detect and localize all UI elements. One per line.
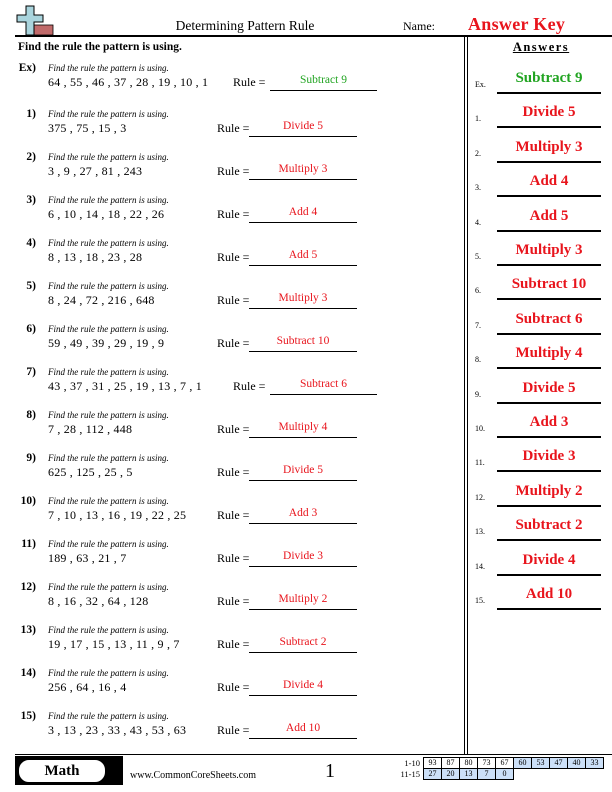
rule-label: Rule = [217,465,250,479]
problem-row [0,323,460,363]
problem-row [0,710,460,750]
rule-answer-field[interactable]: Divide 5 [283,464,323,476]
answer-underline [497,402,601,404]
answer-underline [497,470,601,472]
answer-underline [497,539,601,541]
problem-number: 8) [26,409,36,421]
problem-instruction: Find the rule the pattern is using. [48,195,169,205]
problem-row [0,538,460,578]
answer-underline [249,480,357,481]
page-title: Determining Pattern Rule [175,18,315,33]
problem-row [0,581,460,621]
problem-row [0,237,460,277]
answer-text: Add 3 [529,414,569,430]
score-row-label: 1-10 [404,758,420,768]
rule-label: Rule = [217,336,250,350]
answer-text: Multiply 4 [515,345,583,361]
name-label: Name: [403,19,435,33]
empty-cell [532,769,550,780]
empty-cell [550,769,568,780]
problem-number: 4) [26,237,36,249]
problem-instruction: Find the rule the pattern is using. [48,152,169,162]
footer-divider [15,754,612,755]
pattern-sequence: 3 , 13 , 23 , 33 , 43 , 53 , 63 [48,723,187,737]
rule-label: Rule = [217,594,250,608]
pattern-sequence: 6 , 10 , 14 , 18 , 22 , 26 [48,207,165,221]
answer-underline [497,298,601,300]
answer-text: Multiply 3 [515,139,583,155]
problem-instruction: Find the rule the pattern is using. [48,496,169,506]
answer-text: Divide 4 [522,552,576,568]
answer-underline [249,265,357,266]
answer-key-item [472,137,612,167]
score-cell: 0 [496,769,514,780]
answer-underline [249,179,357,180]
rule-label: Rule = [217,207,250,221]
score-cell: 20 [442,769,460,780]
subject-badge: Math [17,758,107,784]
score-grid [423,757,604,780]
answer-underline [249,695,357,696]
problem-number: 13) [20,624,36,636]
problem-row [0,108,460,148]
problem-instruction: Find the rule the pattern is using. [48,582,169,592]
rule-answer-field[interactable]: Subtract 10 [276,335,330,347]
score-cell: 80 [460,758,478,769]
problem-number: 11) [21,538,36,550]
website-link[interactable]: www.CommonCoreSheets.com [130,770,257,781]
answer-number: 15. [475,596,485,605]
rule-label: Rule = [217,508,250,522]
answer-underline [249,351,357,352]
problem-number: Ex) [18,62,36,74]
answer-underline [249,523,357,524]
answer-underline [249,308,357,309]
answer-number: 12. [475,493,485,502]
answer-underline [497,608,601,610]
instructions: Find the rule the pattern is using. [18,41,182,53]
rule-label: Rule = [217,637,250,651]
answer-underline [249,437,357,438]
column-divider [467,36,468,754]
answer-number: 7. [475,321,481,330]
rule-answer-field[interactable]: Divide 3 [283,550,323,562]
score-row-label: 11-15 [400,769,420,779]
rule-answer-field[interactable]: Add 5 [288,249,318,261]
problem-instruction: Find the rule the pattern is using. [48,410,169,420]
score-cell: 53 [532,758,550,769]
answer-text: Subtract 2 [515,517,583,533]
answer-underline [270,394,377,395]
answer-underline [497,161,601,163]
empty-cell [586,769,604,780]
answer-key-item [472,343,612,373]
problem-number: 6) [26,323,36,335]
problem-instruction: Find the rule the pattern is using. [48,711,169,721]
answer-text: Multiply 3 [515,242,583,258]
problem-row [0,280,460,320]
pattern-sequence: 3 , 9 , 27 , 81 , 243 [48,164,143,178]
problem-row [0,452,460,492]
score-cell: 13 [460,769,478,780]
problem-number: 2) [26,151,36,163]
problem-row [0,151,460,191]
rule-label: Rule = [217,551,250,565]
empty-cell [568,769,586,780]
score-cell: 40 [568,758,586,769]
problem-instruction: Find the rule the pattern is using. [48,63,169,73]
answer-key-item [472,412,612,442]
header-divider [15,35,612,37]
answer-text: Subtract 9 [515,70,583,86]
rule-label: Rule = [217,250,250,264]
problem-instruction: Find the rule the pattern is using. [48,109,169,119]
answer-underline [497,264,601,266]
problem-number: 15) [20,710,36,722]
pattern-sequence: 189 , 63 , 21 , 7 [48,551,127,565]
rule-answer-field[interactable]: Multiply 4 [278,421,328,433]
rule-answer-field[interactable]: Subtract 6 [300,378,347,390]
problem-number: 9) [26,452,36,464]
problem-instruction: Find the rule the pattern is using. [48,324,169,334]
problem-instruction: Find the rule the pattern is using. [48,367,169,377]
answer-key-item [472,68,612,98]
answer-number: 10. [475,424,485,433]
problem-row [0,194,460,234]
pattern-sequence: 19 , 17 , 15 , 13 , 11 , 9 , 7 [48,637,180,651]
pattern-sequence: 8 , 13 , 18 , 23 , 28 [48,250,143,264]
problem-row [0,366,460,406]
answer-underline [497,195,601,197]
score-cell: 47 [550,758,568,769]
problem-instruction: Find the rule the pattern is using. [48,539,169,549]
rule-label: Rule = [217,121,250,135]
answer-underline [249,609,357,610]
pattern-sequence: 375 , 75 , 15 , 3 [48,121,127,135]
pattern-sequence: 7 , 28 , 112 , 448 [48,422,133,436]
problem-row [0,409,460,449]
answer-underline [497,92,601,94]
score-cell: 7 [478,769,496,780]
answer-key-item [472,309,612,339]
problem-number: 12) [20,581,36,593]
rule-answer-field[interactable]: Divide 4 [283,679,323,691]
rule-label: Rule = [217,293,250,307]
pattern-sequence: 59 , 49 , 39 , 29 , 19 , 9 [48,336,165,350]
answer-underline [249,652,357,653]
pattern-sequence: 7 , 10 , 13 , 16 , 19 , 22 , 25 [48,508,187,522]
problem-instruction: Find the rule the pattern is using. [48,668,169,678]
answer-key-item [472,274,612,304]
answer-text: Add 10 [525,586,573,602]
answer-number: Ex. [475,80,486,89]
pattern-sequence: 64 , 55 , 46 , 37 , 28 , 19 , 10 , 1 [48,75,209,89]
score-cell: 33 [586,758,604,769]
example-problem [0,62,460,102]
answer-number: 11. [475,458,485,467]
answer-key-item [472,240,612,270]
answer-number: 14. [475,562,485,571]
answer-number: 8. [475,355,481,364]
answer-key-item [472,378,612,408]
problem-row [0,495,460,535]
score-cell: 73 [478,758,496,769]
score-cell: 67 [496,758,514,769]
answer-underline [249,136,357,137]
problem-instruction: Find the rule the pattern is using. [48,453,169,463]
answer-underline [497,126,601,128]
answer-number: 1. [475,114,481,123]
rule-label: Rule = [233,75,266,89]
rule-label: Rule = [217,723,250,737]
name-value: Answer Key [468,14,566,34]
rule-label: Rule = [217,164,250,178]
answer-text: Add 5 [529,208,569,224]
answers-title: Answers [512,40,570,54]
pattern-sequence: 256 , 64 , 16 , 4 [48,680,127,694]
rule-answer-field[interactable]: Add 4 [288,206,318,218]
problem-instruction: Find the rule the pattern is using. [48,281,169,291]
rule-answer-field[interactable]: Divide 5 [283,120,323,132]
answer-text: Subtract 10 [511,276,587,292]
answer-number: 6. [475,286,481,295]
rule-answer-field[interactable]: Multiply 3 [278,163,328,175]
problem-number: 14) [20,667,36,679]
problem-instruction: Find the rule the pattern is using. [48,238,169,248]
answer-text: Divide 5 [522,380,576,396]
answer-key-item [472,584,612,614]
pattern-sequence: 43 , 37 , 31 , 25 , 19 , 13 , 7 , 1 [48,379,202,393]
answer-underline [249,222,357,223]
column-divider [464,36,465,754]
score-cell: 87 [442,758,460,769]
answer-number: 13. [475,527,485,536]
rule-answer-field[interactable]: Subtract 2 [279,636,327,648]
answer-key-item [472,515,612,545]
pattern-sequence: 8 , 24 , 72 , 216 , 648 [48,293,155,307]
rule-answer-field[interactable]: Subtract 9 [300,74,347,86]
answer-key-item [472,550,612,580]
rule-label: Rule = [217,422,250,436]
problem-number: 3) [26,194,36,206]
answer-underline [270,90,377,91]
answer-underline [497,505,601,507]
answer-text: Add 4 [529,173,569,189]
answer-key-item [472,171,612,201]
rule-label: Rule = [233,379,266,393]
problem-row [0,667,460,707]
problem-row [0,624,460,664]
problem-instruction: Find the rule the pattern is using. [48,625,169,635]
answer-number: 4. [475,218,481,227]
rule-label: Rule = [217,680,250,694]
answer-key-item [472,481,612,511]
answer-underline [497,436,601,438]
answer-text: Multiply 2 [515,483,583,499]
problem-number: 5) [26,280,36,292]
score-cell: 27 [424,769,442,780]
pattern-sequence: 8 , 16 , 32 , 64 , 128 [48,594,149,608]
empty-cell [514,769,532,780]
answer-number: 2. [475,149,481,158]
answer-underline [497,333,601,335]
answer-key-item [472,206,612,236]
problem-number: 10) [20,495,36,507]
problem-number: 7) [26,366,36,378]
answer-underline [249,738,357,739]
score-cell: 93 [424,758,442,769]
pattern-sequence: 625 , 125 , 25 , 5 [48,465,133,479]
page-number: 1 [325,760,335,782]
rule-answer-field[interactable]: Add 3 [288,507,318,519]
score-cell: 60 [514,758,532,769]
answer-number: 5. [475,252,481,261]
rule-answer-field[interactable]: Multiply 3 [278,292,328,304]
rule-answer-field[interactable]: Multiply 2 [278,593,328,605]
answer-text: Divide 3 [522,448,576,464]
answer-underline [497,230,601,232]
answer-number: 3. [475,183,481,192]
problem-number: 1) [26,108,36,120]
answer-key-item [472,102,612,132]
answer-number: 9. [475,390,481,399]
rule-answer-field[interactable]: Add 10 [285,722,321,734]
answer-underline [249,566,357,567]
answer-text: Divide 5 [522,104,576,120]
answer-underline [497,574,601,576]
answer-text: Subtract 6 [515,311,583,327]
answer-key-item [472,446,612,476]
answer-underline [497,367,601,369]
